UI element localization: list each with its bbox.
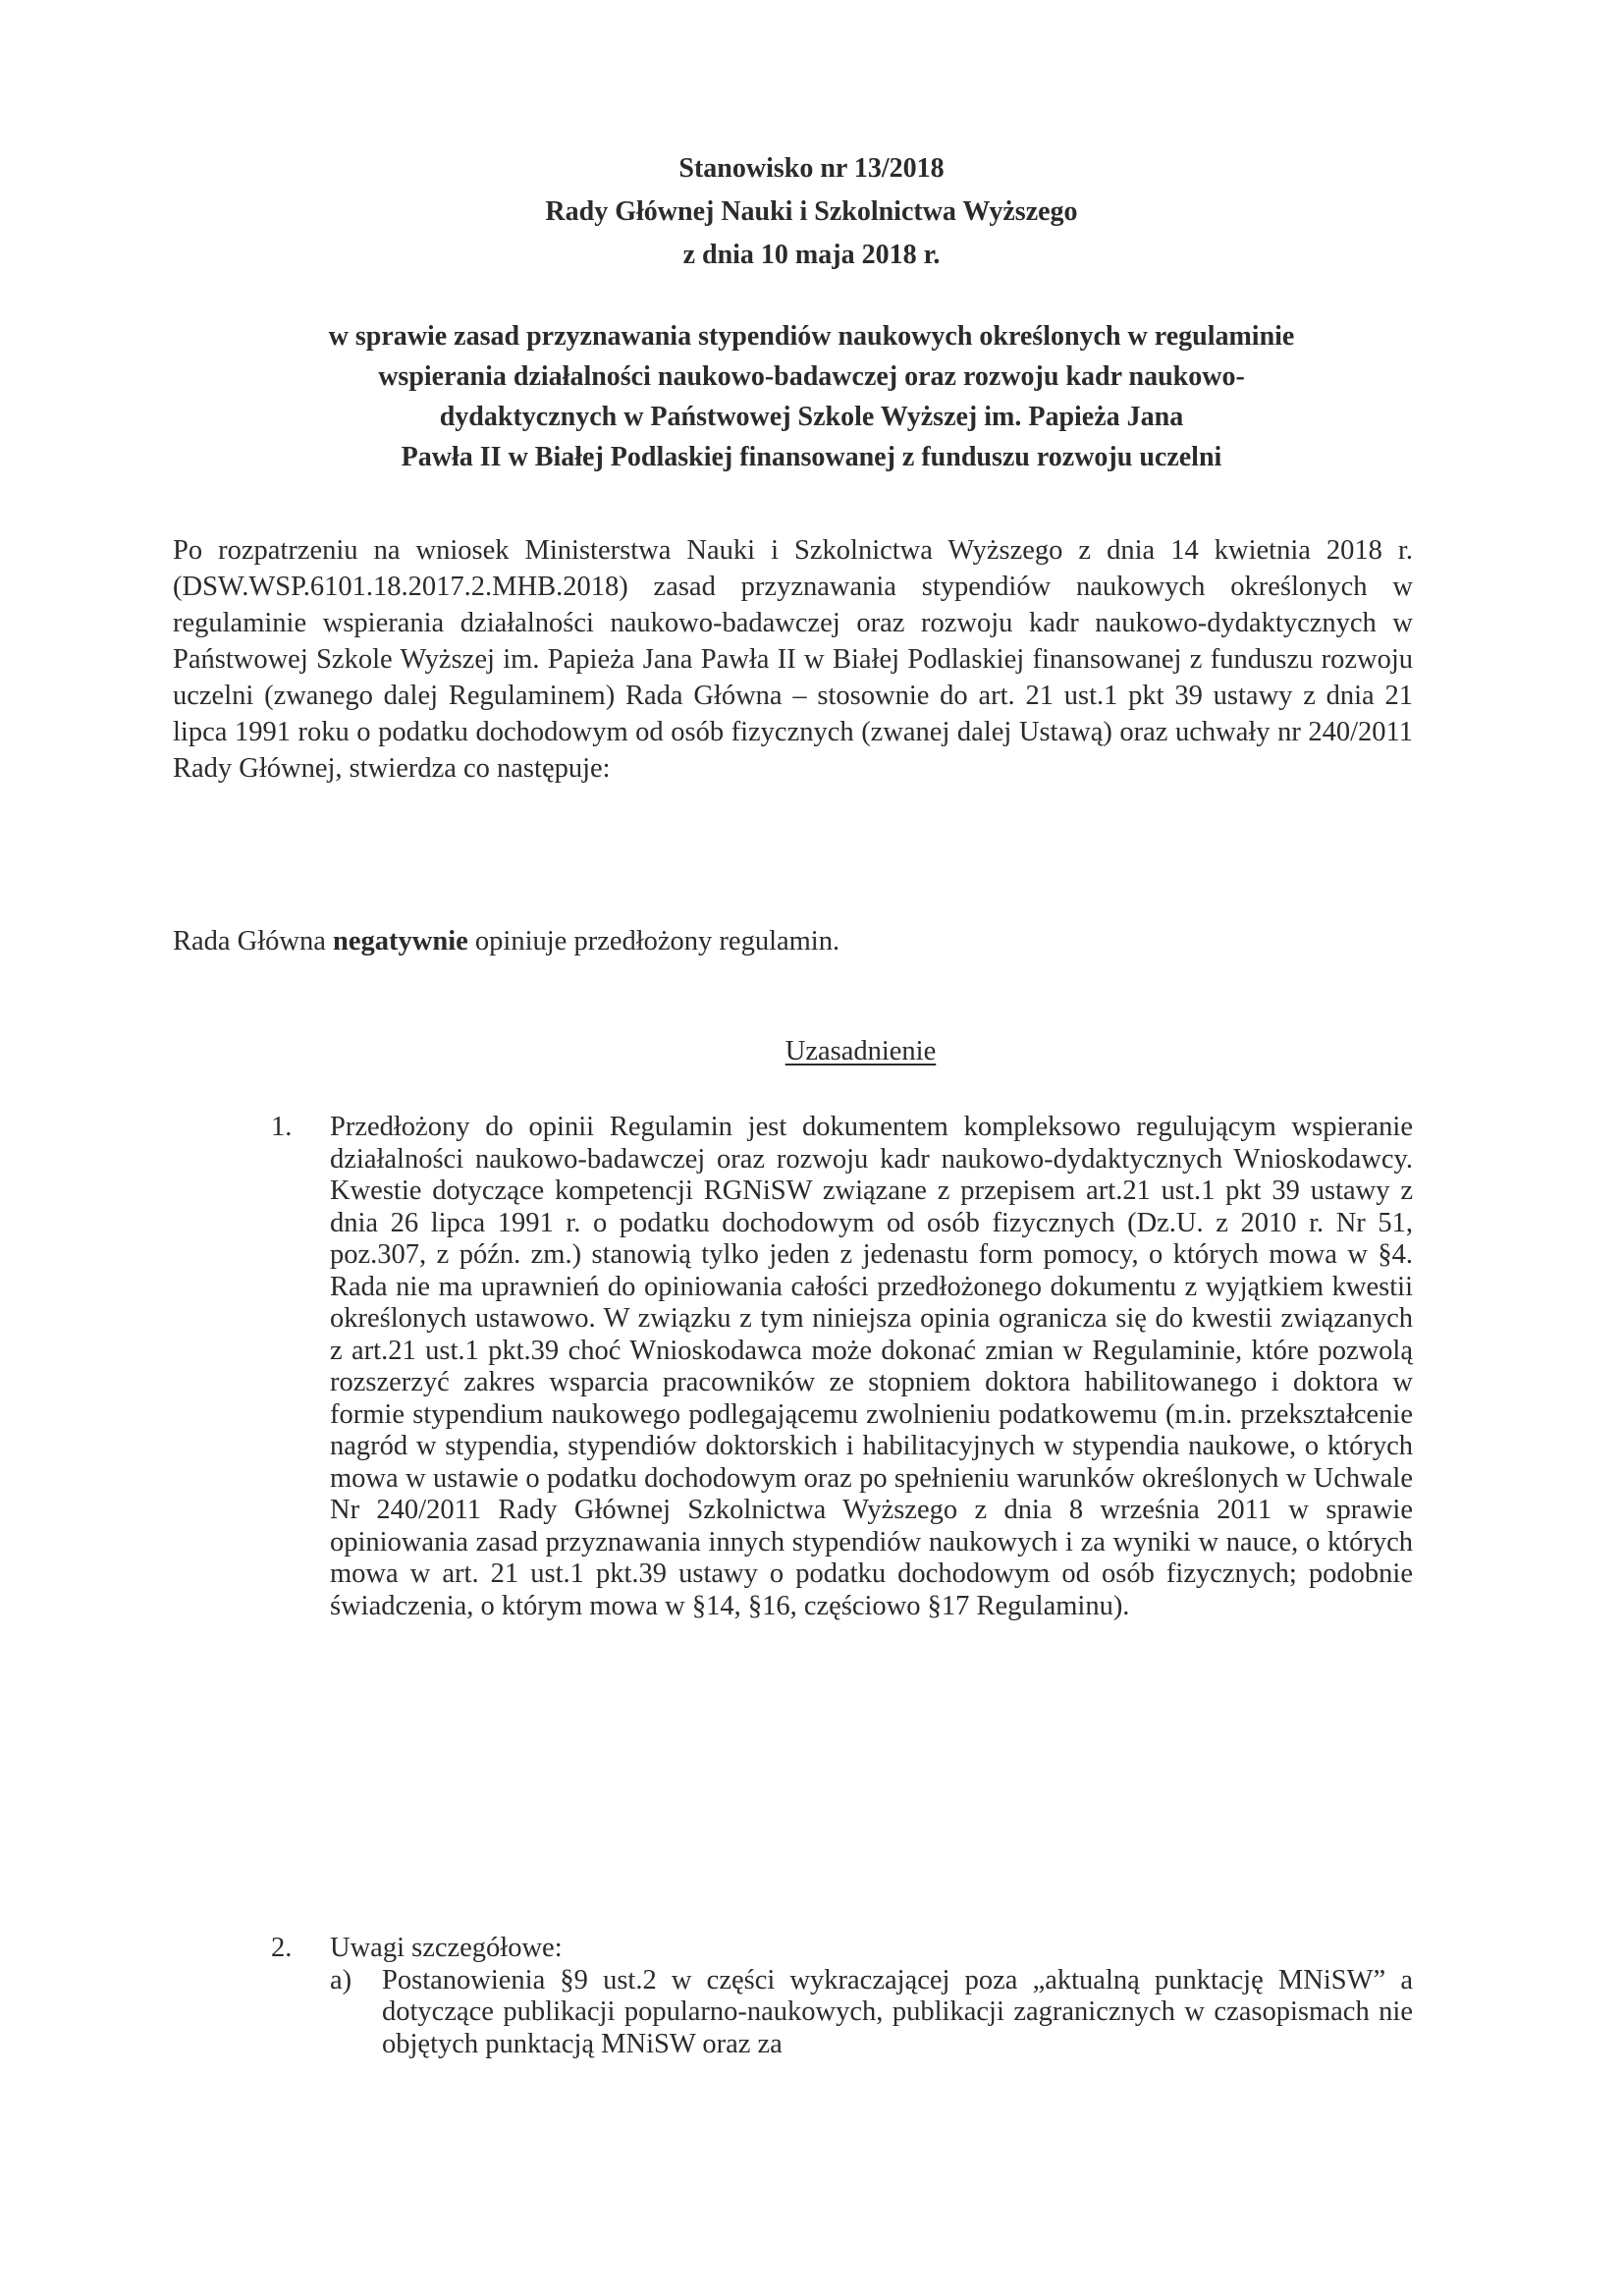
subject-line: Pawła II w Białej Podlaskiej finansowanej z funduszu rozwoju uczelni	[401, 442, 1222, 472]
document-subject	[196, 316, 1427, 477]
sublist	[330, 1965, 1413, 2061]
list-item-text: Uwagi szczegółowe:	[330, 1933, 563, 1963]
justification-point	[271, 1112, 1413, 1622]
justification-point	[271, 1933, 1413, 2060]
decision-paragraph	[173, 923, 1413, 959]
list-number: 1.	[271, 1112, 293, 1142]
list-number: 2.	[271, 1933, 293, 1963]
resolution-number: Stanowisko nr 13/2018	[678, 153, 945, 184]
list-item-text: Przedłożony do opinii Regulamin jest dokumentem kompleksowo regulującym wspieranie działalności naukowo-badawczej oraz rozwoju kadr naukowo-dydaktycznych Wnioskodawcy. Kwestie dotyczące kompetencji RGNiSW związane z przepisem art.21 ust.1 pkt 39 ustawy z dnia 26 lipca 1991 r. o podatku dochodowym od osób fizycznych (Dz.U. z 2010 r. Nr 51, poz.307, z późn. zm.) stanowią tylko jeden z jedenastu form pomocy, o których mowa w §4. Rada nie ma uprawnień do opiniowania całości przedłożonego dokumentu z wyjątkiem kwestii określonych ustawowo. W związku z tym niniejsza opinia ogranicza się do kwestii związanych z art.21 ust.1 pkt.39 choć Wnioskodawca może dokonać zmian w Regulaminie, które pozwolą rozszerzyć zakres wsparcia pracowników ze stopniem doktora habilitowanego i doktora w formie stypendium naukowego podlegającemu zwolnieniu podatkowemu (m.in. przekształcenie nagród w stypendia, stypendiów doktorskich i habilitacyjnych w stypendia naukowe, o których mowa w ustawie o podatku dochodowym oraz po spełnieniu warunków określonych w Uchwale Nr 240/2011 Rady Głównej Szkolnictwa Wyższego z dnia 8 września 2011 w sprawie opiniowania zasad przyznawania innych stypendiów naukowych i za wyniki w nauce, o których mowa w art. 21 ust.1 pkt.39 ustawy o podatku dochodowym od osób fizycznych; podobnie świadczenia, o którym mowa w §14, §16, częściowo §17 Regulaminu).	[330, 1112, 1413, 1621]
sublist-item	[330, 1965, 1413, 2061]
sublist-item-text: Postanowienia §9 ust.2 w części wykraczającej poza „aktualną punktację MNiSW” a dotyczące publikacji popularno-naukowych, publikacji zagranicznych w czasopismach nie objętych punktacją MNiSW oraz za	[382, 1964, 1413, 2059]
decision-emphasis: negatywnie	[333, 926, 468, 957]
list-item	[271, 1933, 1413, 2060]
subject-line: w sprawie zasad przyznawania stypendiów naukowych określonych w regulaminie	[328, 321, 1295, 352]
subject-line: wspierania działalności naukowo-badawczej oraz rozwoju kadr naukowo-	[378, 361, 1245, 392]
decision-text-before: Rada Główna	[173, 926, 334, 957]
issuing-body: Rady Głównej Nauki i Szkolnictwa Wyższego	[545, 196, 1078, 227]
intro-paragraph: Po rozpatrzeniu na wniosek Ministerstwa Nauki i Szkolnictwa Wyższego z dnia 14 kwietnia 2018 r. (DSW.WSP.6101.18.2017.2.MHB.2018) zasad przyznawania stypendiów naukowych określonych w regulaminie wspierania działalności naukowo-badawczej oraz rozwoju kadr naukowo-dydaktycznych w Państwowej Szkole Wyższej im. Papieża Jana Pawła II w Białej Podlaskiej finansowanej z funduszu rozwoju uczelni (zwanego dalej Regulaminem) Rada Główna – stosownie do art. 21 ust.1 pkt 39 ustawy z dnia 21 lipca 1991 roku o podatku dochodowym od osób fizycznych (zwanej dalej Ustawą) oraz uchwały nr 240/2011 Rady Głównej, stwierdza co następuje:	[173, 535, 1413, 784]
justification-title: Uzasadnienie	[784, 1036, 937, 1066]
decision-text-after: opiniuje przedłożony regulamin.	[467, 926, 840, 957]
resolution-date: z dnia 10 maja 2018 r.	[682, 240, 941, 270]
document-header	[0, 147, 1623, 277]
subject-line: dydaktycznych w Państwowej Szkole Wyższej im. Papieża Jana	[439, 402, 1184, 432]
sublist-letter: a)	[330, 1964, 352, 1995]
list-item	[271, 1112, 1413, 1622]
justification-heading	[0, 1033, 1623, 1069]
